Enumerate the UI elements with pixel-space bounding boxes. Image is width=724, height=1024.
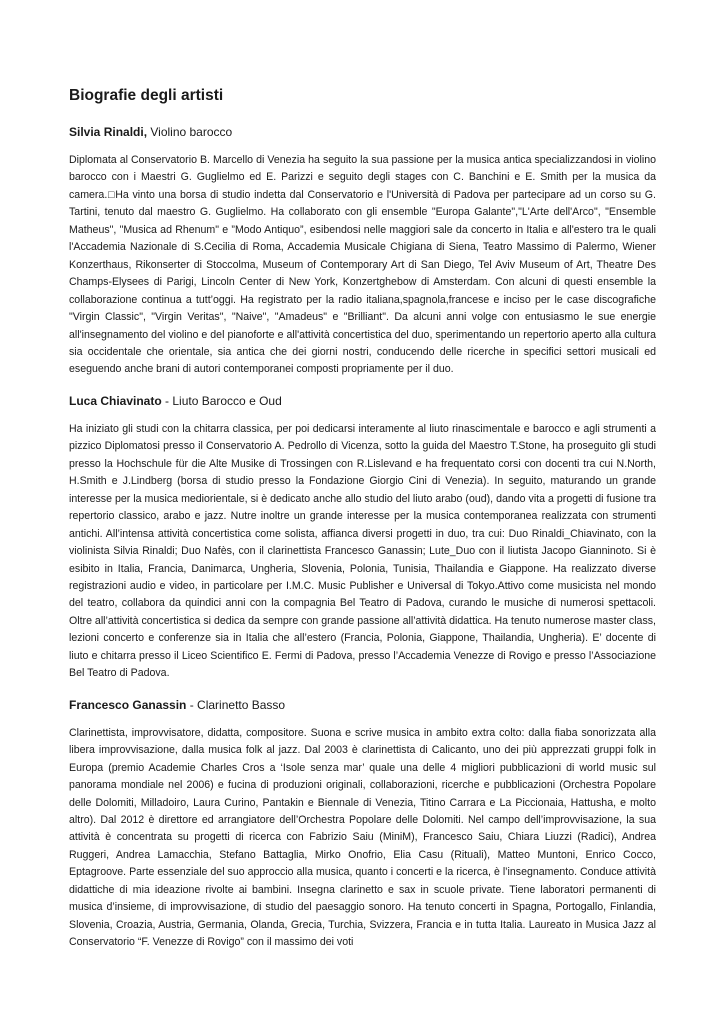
artist-bio: Ha iniziato gli studi con la chitarra classica, per poi dedicarsi interamente al liuto rinascimentale e barocco e agli strumenti a pizzico Diplomatosi presso il Conservatorio A. Pedrollo di Vicenza, sotto la guida del Maestro T.Stone, ha proseguito gli studi presso la Hochschule für die Alte Musike di Trossingen con R.Lislevand e ha frequentato corsi con docenti tra cui N.North, H.Smith e J.Lindberg (borsa di studio presso la Fondazione Giorgio Cini di Venezia). In seguito, maturando un grande interesse per la musica mediorientale, si è dedicato anche allo studio del liuto arabo (oud), dando vita a progetti di fusione tra repertorio classico, arabo e jazz. Nutre inoltre un grande interesse per la musica contemporanea realizzata con strumenti antichi. All’intensa attività concertistica come solista, affianca diversi progetti in duo, tra cui: Duo Rinaldi_Chiavinato, con la violinista Silvia Rinaldi; Duo Nafès, con il clarinettista Francesco Ganassin; Lute_Duo con il liutista Jacopo Gianninoto. Si è esibito in Italia, Francia, Danimarca, Ungheria, Slovenia, Polonia, Tunisia, Thailandia e Giappone. Ha realizzato diverse registrazioni audio e video, in particolare per I.M.C. Music Publisher e Universal di Tokyo.Attivo come musicista nel mondo del teatro, collabora da quindici anni con la compagnia Bel Teatro di Padova, curando le musiche di numerosi spettacoli. Oltre all’attività concertistica si dedica da sempre con grande passione all’attività didattica. Ha tenuto numerose master class, lezioni concerto e conferenze sia in Italia che all’estero (Francia, Polonia, Giappone, Thailandia, Ungheria). E’ docente di liuto e chitarra presso il Liceo Scientifico E. Fermi di Padova, presso l’Accademia Venezze di Rovigo e presso l’Associazione Bel Teatro di Padova. [69, 422, 656, 680]
artist-name: Silvia Rinaldi, [69, 125, 148, 139]
artist-section-silvia-rinaldi [69, 124, 656, 379]
artist-name: Francesco Ganassin [69, 697, 187, 712]
artist-bio: Clarinettista, improvvisatore, didatta, compositore. Suona e scrive musica in ambito extra colto: dalla fiaba sonorizzata alla libera improvvisazione, dalla musica folk al jazz. Dal 2003 è clarinettista di Calicanto, uno dei più apprezzati gruppi folk in Europa (premio Academie Charles Cros a ‘Isole senza mar’ quale una delle 4 migliori pubblicazioni di world music sul panorama mondiale nel 2006) e fucina di produzioni originali, collaborazioni, ricerche e pubblicazioni (Orchestra Popolare delle Dolomiti, Milladoiro, Laura Curino, Pantakin e Biennale di Venezia, Titino Carrara e La Piccionaia, Hattusha, e molto altro). Dal 2012 è direttore ed arrangiatore dell’Orchestra Popolare delle Dolomiti. Nel campo dell’improvvisazione, la sua attività è concentrata su progetti di ricerca con Fabrizio Saiu (MiniM), Francesco Saiu, Chiara Liuzzi (Radici), Andrea Ruggeri, Andrea Lamacchia, Stefano Battaglia, Mirko Onofrio, Elia Casu (Rituali), Matteo Muntoni, Enrico Cocco, Eptagroove. Parte essenziale del suo approccio alla musica, quanto i concerti e la ricerca, è l’insegnamento. Conduce attività didattiche di mia ideazione rivolte ai bambini. Insegna clarinetto e sax in scuole private. Tiene laboratori permanenti di musica d’insieme, di improvvisazione, di studio del paesaggio sonoro. Ha tenuto concerti in Spagna, Portogallo, Finlandia, Slovenia, Croazia, Austria, Germania, Olanda, Grecia, Turchia, Svizzera, Francia e in tutta Italia. Laureato in Musica Jazz al Conservatorio “F. Venezze di Rovigo” con il massimo dei voti [69, 726, 656, 949]
artist-bio: Diplomata al Conservatorio B. Marcello di Venezia ha seguito la sua passione per la musica antica specializzandosi in violino barocco con i Maestri G. Guglielmo ed E. Parizzi e seguito degli stages con C. Banchini e E. Smith per la musica da camera.□Ha vinto una borsa di studio indetta dal Conservatorio e l'Università di Padova per partecipare ad un corso su G. Tartini, tenuto dal maestro G. Guglielmo. Ha collaborato con gli ensemble "Europa Galante","L'Arte dell'Arco", "Ensemble Matheus", "Musica ad Rhenum" e ”Modo Antiquo”, esibendosi nelle maggiori sale da concerto in Italia e all'estero tra le quali l'Accademia Nazionale di S.Cecilia di Roma, Accademia Musicale Chigiana di Siena, Teatro Massimo di Palermo, Wiener Konzerthaus, Rikonserter di Stoccolma, Museum of Contemporary Art di San Diego, Tel Aviv Museum of Art, Theatre Des Champs-Elysees di Parigi, Lincoln Center di New York, Konzertghebow di Amsterdam. Con alcuni di questi ensemble la collaborazione continua a tutt’oggi. Ha registrato per la radio italiana,spagnola,francese e inciso per le case discografiche "Virgin Classic", "Virgin Veritas", "Naive", "Amadeus" e "Brilliant". Da alcuni anni volge con entusiasmo le sue energie all'insegnamento del violino e del pianoforte e all'attività concertistica del duo, sperimentando un repertorio aperto alla cultura sia occidentale che orientale, sia antica che dei giorni nostri, conducendo delle ricerche in specifici settori musicali ed eseguendo anche brani di autori contemporanei composti propriamente per il duo. [69, 154, 656, 376]
page-title: Biografie degli artisti [69, 87, 224, 104]
artist-role: - Clarinetto Basso [186, 697, 286, 712]
artist-section-luca-chiavinato [69, 393, 656, 683]
artist-section-francesco-ganassin [69, 697, 656, 952]
artist-role: - Liuto Barocco e Oud [161, 393, 282, 408]
artist-name: Luca Chiavinato [69, 393, 162, 408]
artist-heading [69, 124, 656, 140]
artist-heading [69, 393, 656, 409]
artist-role: Violino barocco [147, 125, 233, 139]
artist-heading [69, 697, 656, 713]
document-page [69, 86, 656, 966]
